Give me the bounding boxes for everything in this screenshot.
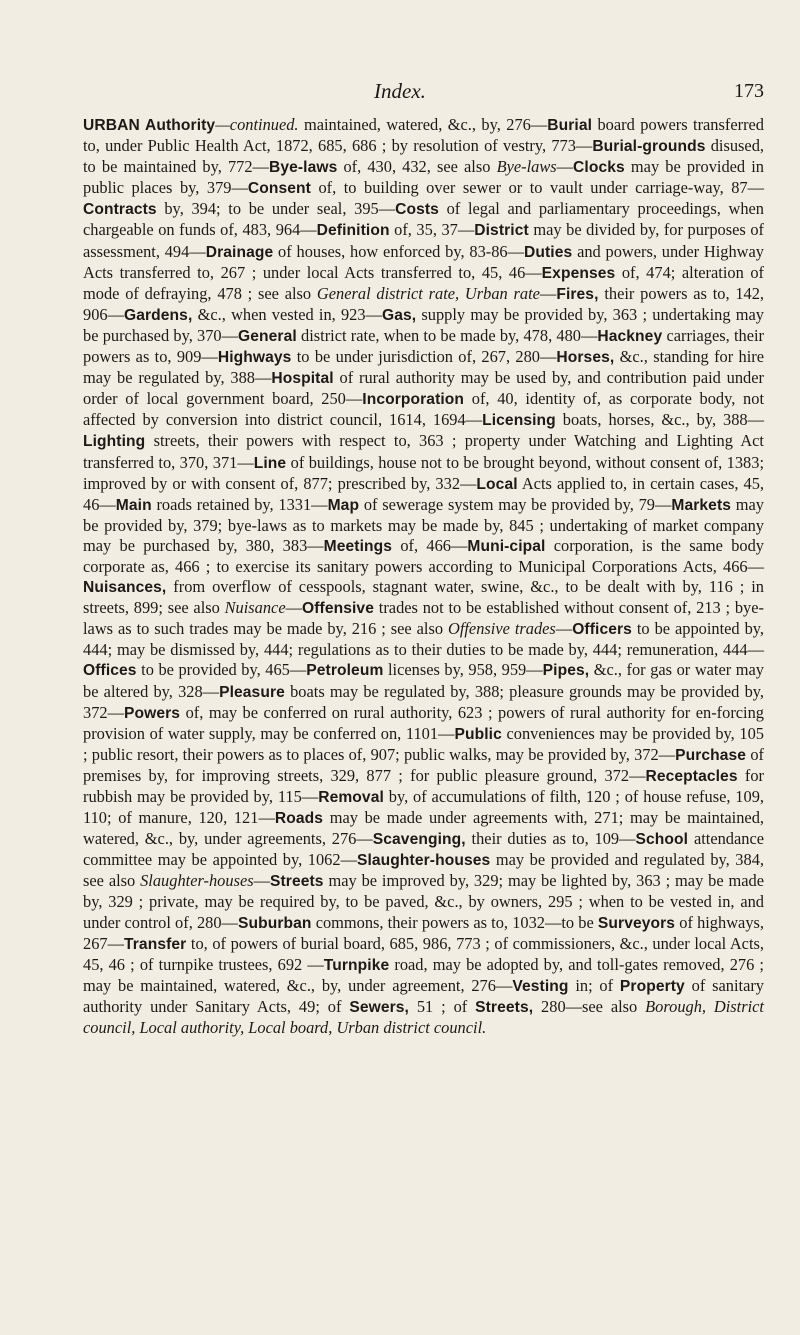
- entry-text: of sewerage system may be provided by, 79—: [359, 494, 672, 514]
- entry-text: of, to building over sewer or to vault under carriage-way, 87—: [310, 178, 764, 198]
- subheading: Hospital: [271, 370, 334, 388]
- entry-text: of premises by, for improving streets, 329, 877 ; for public pleasure ground, 372—: [83, 744, 764, 785]
- entry-text: of sanitary authority under Sanitary Acts, 49; of: [83, 975, 765, 1016]
- entry-text: may be divided by, for purposes of assessment, 494—: [83, 220, 764, 261]
- subheading: Sewers,: [349, 998, 409, 1016]
- subheading: Costs: [395, 201, 439, 219]
- subheading: Streets: [270, 873, 324, 891]
- entry-text: may be improved by, 329; may be lighted by, 363 ; may be made by, 329 ; private, may be required by, to be paved, &c., by owners, 295 ; when to be vested in, and under control of, 280—: [83, 871, 764, 932]
- entry-text: streets, their powers with respect to, 363 ; property under Watching and Lighting Act transferred to, 370, 371—: [83, 431, 764, 472]
- entry-text: corporation, is the same body corporate as, 466 ; to exercise its sanitary powers according to Municipal Corporations Acts, 466—: [83, 535, 764, 576]
- entry-text: of legal and parliamentary proceedings, when chargeable on funds of, 483, 964—: [83, 199, 764, 240]
- entry-text: district rate, when to be made by, 478, 480—: [296, 325, 598, 345]
- subheading: Local: [476, 475, 518, 493]
- entry-text: —: [556, 157, 574, 177]
- entry-text: their powers as to, 142, 906—: [83, 283, 765, 324]
- cross-reference: Slaughter-houses: [140, 871, 254, 891]
- subheading: Suburban: [237, 914, 312, 932]
- subheading: Line: [253, 454, 287, 472]
- subheading: Duties: [524, 243, 573, 261]
- subheading: Gardens,: [123, 306, 193, 324]
- entry-text: carriages, their powers as to, 909—: [83, 325, 764, 367]
- subheading: Removal: [318, 789, 384, 806]
- entry-text: 51 ; of: [408, 996, 476, 1016]
- entry-text: their duties as to, 109—: [465, 829, 636, 849]
- entry-text: of houses, how enforced by, 83-86—: [273, 241, 525, 261]
- subheading: Licensing: [482, 412, 556, 430]
- entry-text: commons, their powers as to, 1032—to be: [311, 912, 598, 932]
- subheading: Drainage: [205, 243, 274, 261]
- subheading: Offices: [83, 662, 137, 680]
- entry-text: to be appointed by, 444; may be dismissed by, 444; regulations as to their duties to be made by, 444; remuneration, 444—: [83, 619, 764, 660]
- entry-text: boats may be regulated by, 388; pleasure grounds may be provided by, 372—: [83, 681, 765, 722]
- entry-text: trades not to be established without consent of, 213 ; bye-laws as to such trades may be made by, 216 ; see also: [83, 598, 764, 639]
- subheading: Map: [327, 496, 360, 514]
- entry-text: of, 35, 37—: [389, 220, 475, 240]
- subheading: Vesting: [512, 977, 569, 995]
- entry-text: supply may be provided by, 363 ; undertaking may be purchased by, 370—: [83, 304, 764, 345]
- entry-text: in; of: [568, 975, 620, 995]
- subheading: Burial-grounds: [592, 138, 706, 156]
- subheading: Definition: [316, 222, 390, 240]
- entry-text: —: [539, 283, 557, 303]
- subheading: Burial: [547, 117, 593, 134]
- subheading: Clocks: [573, 159, 625, 177]
- subheading: Fires,: [556, 285, 599, 303]
- entry-text: roads retained by, 1331—: [151, 494, 328, 514]
- entry-text: of rural authority may be used by, and contribution paid under order of local government board, 250—: [83, 368, 764, 409]
- entry-heading-term: URBAN: [83, 117, 140, 134]
- entry-text: &c., for gas or water may be altered by, 328—: [83, 660, 765, 701]
- subheading: Markets: [671, 496, 732, 514]
- subheading: Consent: [247, 180, 311, 198]
- subheading: Receptacles: [645, 767, 738, 785]
- entry-heading-term-rest: Authority: [139, 117, 216, 134]
- entry-text: to, of powers of burial board, 685, 986, 773 ; of commissioners, &c., under local Acts, 45, 46 ; of turnpike trustees, 692 —: [83, 933, 764, 974]
- subheading: Turnpike: [323, 956, 390, 974]
- subheading: Expenses: [541, 264, 616, 282]
- subheading: General: [238, 327, 297, 345]
- entry-text: may be provided by, 379; bye-laws as to markets may be made by, 845 ; undertaking of market company may be purchased by, 380, 383—: [83, 494, 764, 555]
- subheading: Gas,: [381, 306, 417, 324]
- subheading: Slaughter-houses: [356, 852, 491, 870]
- subheading: Pleasure: [219, 683, 285, 701]
- cross-reference: Nuisance: [224, 598, 286, 618]
- cross-reference: Offensive trades: [447, 619, 556, 639]
- subheading: Property: [619, 977, 685, 995]
- entry-text: from overflow of cesspools, stagnant water, swine, &c., to be dealt with by, 116 ; in streets, 899; see also: [83, 577, 764, 618]
- running-head-title: Index.: [374, 79, 426, 103]
- entry-text: of, may be conferred on rural authority, 623 ; powers of rural authority for en-forcing provision of water supply, may be conferred on, 1101—: [83, 702, 764, 743]
- subheading: Muni-cipal: [467, 537, 546, 555]
- entry-text: board powers transferred to, under Public Health Act, 1872, 685, 686 ; by resolution of vestry, 773—: [83, 115, 765, 156]
- entry-text: may be made under agreements with, 271; may be maintained, watered, &c., by, under agreements, 276—: [83, 808, 764, 849]
- subheading: Lighting: [83, 433, 146, 451]
- entry-text: may be provided and regulated by, 384, see also: [83, 850, 764, 891]
- subheading: Purchase: [675, 746, 747, 764]
- subheading: District: [474, 222, 529, 240]
- entry-text: —: [253, 871, 270, 891]
- subheading: Roads: [274, 810, 324, 828]
- entry-text: road, may be adopted by, and toll-gates removed, 276 ; may be maintained, watered, &c., by, under agreement, 276—: [83, 954, 764, 995]
- entry-text: of buildings, house not to be brought beyond, without consent of, 1383; improved by or with consent of, 877; prescribed by, 332—: [83, 452, 765, 493]
- page-number: 173: [734, 80, 764, 102]
- entry-text: and powers, under Highway Acts transferred to, 267 ; under local Acts transferred to, 45, 46—: [83, 241, 764, 282]
- running-head: [0, 79, 800, 109]
- subheading: Contracts: [83, 201, 157, 219]
- cross-reference: General district rate, Urban rate: [316, 283, 540, 303]
- entry-text: of, 430, 432, see also: [337, 157, 497, 177]
- subheading: Public: [454, 725, 502, 743]
- subheading: Streets,: [475, 998, 534, 1016]
- subheading: Highways: [217, 349, 292, 367]
- entry-text: —: [285, 598, 303, 618]
- entry-text: &c., standing for hire may be regulated by, 388—: [83, 347, 764, 388]
- subheading: Petroleum: [306, 662, 384, 680]
- entry-text: of highways, 267—: [83, 912, 764, 953]
- cross-reference: Borough, District council, Local authority, Local board, Urban district council.: [83, 996, 764, 1038]
- entry-text: boats, horses, &c., by, 388—: [555, 410, 764, 430]
- subheading: Incorporation: [362, 391, 465, 409]
- entry-text: Acts applied to, in certain cases, 45, 46—: [83, 473, 765, 514]
- subheading: Transfer: [123, 935, 187, 953]
- entry-text: attendance committee may be appointed by, 1062—: [83, 829, 765, 870]
- entry-text: by, of accumulations of filth, 120 ; of house refuse, 109, 110; of manure, 120, 121—: [83, 787, 764, 828]
- subheading: Officers: [572, 621, 632, 639]
- entry-text: licenses by, 958, 959—: [383, 660, 543, 680]
- entry-text: 280—see also: [533, 996, 646, 1016]
- entry-text: may be provided in public places by, 379—: [83, 157, 764, 198]
- entry-heading-continued: —continued.: [215, 115, 299, 134]
- entry-text: of, 474; alteration of mode of defraying, 478 ; see also: [83, 262, 765, 303]
- subheading: Main: [115, 496, 152, 514]
- entry-text: of, 40, identity of, as corporate body, not affected by conversion into district council, 1614, 1694—: [83, 389, 764, 430]
- entry-text: of, 466—: [392, 535, 468, 555]
- subheading: Surveyors: [597, 914, 676, 932]
- entry-text: by, 394; to be under seal, 395—: [156, 199, 396, 219]
- subheading: Horses,: [556, 349, 615, 367]
- cross-reference: Bye-laws: [496, 157, 557, 177]
- entry-text: disused, to be maintained by, 772—: [83, 136, 764, 177]
- entry-text: for rubbish may be provided by, 115—: [83, 765, 764, 806]
- subheading: Pipes,: [542, 662, 590, 680]
- entry-text: maintained, watered, &c., by, 276—: [298, 115, 548, 134]
- subheading: Bye-laws: [268, 159, 338, 177]
- subheading: Powers: [123, 704, 181, 722]
- entry-text: &c., when vested in, 923—: [192, 304, 382, 324]
- subheading: Nuisances,: [83, 579, 167, 597]
- index-entry-urban-authority: [83, 115, 764, 1038]
- subheading: Hackney: [597, 327, 663, 345]
- subheading: Offensive: [302, 600, 374, 618]
- subheading: Scavenging,: [372, 831, 466, 849]
- entry-text: conveniences may be provided by, 105 ; public resort, their powers as to places of, 907; public walks, may be provided by, 372—: [83, 723, 764, 764]
- entry-text: —: [555, 619, 573, 639]
- entry-text: to be provided by, 465—: [136, 660, 307, 680]
- subheading: Meetings: [323, 537, 393, 555]
- subheading: School: [635, 831, 689, 849]
- entry-text: to be under jurisdiction of, 267, 280—: [291, 347, 557, 367]
